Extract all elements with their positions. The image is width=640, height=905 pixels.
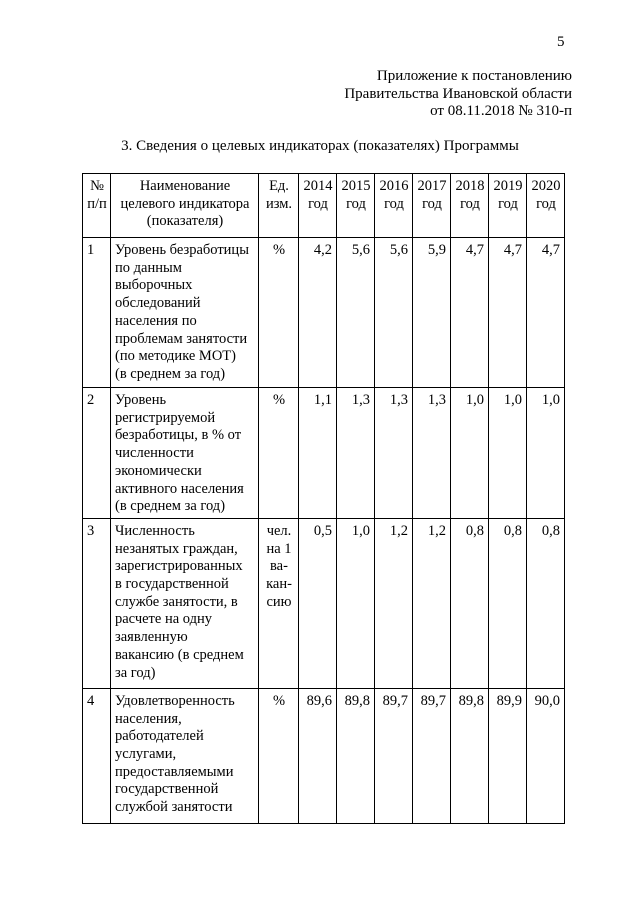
value-cell: 1,0 — [489, 388, 527, 519]
header-year: 2019 год — [489, 174, 527, 238]
value-cell: 0,5 — [299, 518, 337, 688]
value-cell: 89,9 — [489, 688, 527, 823]
table-header-row — [83, 174, 565, 238]
value-cell: 5,6 — [337, 238, 375, 388]
header-year: 2015 год — [337, 174, 375, 238]
approval-header-line: Правительства Ивановской области — [344, 85, 572, 102]
value-cell: 1,3 — [413, 388, 451, 519]
value-cell: 90,0 — [527, 688, 565, 823]
table-row — [83, 688, 565, 823]
row-number: 4 — [83, 688, 111, 823]
approval-header — [344, 68, 572, 121]
row-number: 2 — [83, 388, 111, 519]
unit: % — [259, 388, 299, 519]
value-cell: 1,2 — [375, 518, 413, 688]
header-num: № п/п — [83, 174, 111, 238]
approval-header-line: от 08.11.2018 № 310-п — [430, 103, 572, 119]
value-cell: 89,7 — [375, 688, 413, 823]
indicator-name: Численность незанятых граждан, зарегистрированных в государственной службе занятости, в расчете на одну заявленную вакансию (в среднем за год) — [111, 518, 259, 688]
value-cell: 4,7 — [489, 238, 527, 388]
value-cell: 89,8 — [337, 688, 375, 823]
header-year: 2014 год — [299, 174, 337, 238]
value-cell: 4,7 — [451, 238, 489, 388]
indicator-name: Удовлетворенность населения, работодателей услугами, предоставляемыми государственной службой занятости — [111, 688, 259, 823]
unit: % — [259, 238, 299, 388]
header-year: 2017 год — [413, 174, 451, 238]
value-cell: 1,3 — [337, 388, 375, 519]
header-unit: Ед. изм. — [259, 174, 299, 238]
page-number: 5 — [557, 34, 565, 50]
value-cell: 0,8 — [527, 518, 565, 688]
table-row — [83, 388, 565, 519]
header-year: 2018 год — [451, 174, 489, 238]
indicator-name: Уровень безработицы по данным выборочных обследований населения по проблемам занятости (по методике МОТ) (в среднем за год) — [111, 238, 259, 388]
value-cell: 4,7 — [527, 238, 565, 388]
value-cell: 4,2 — [299, 238, 337, 388]
value-cell: 89,6 — [299, 688, 337, 823]
row-number: 3 — [83, 518, 111, 688]
approval-header-line: Приложение к постановлению — [376, 68, 572, 84]
value-cell: 1,0 — [337, 518, 375, 688]
value-cell: 89,7 — [413, 688, 451, 823]
unit: % — [259, 688, 299, 823]
value-cell: 0,8 — [451, 518, 489, 688]
value-cell: 89,8 — [451, 688, 489, 823]
header-year: 2016 год — [375, 174, 413, 238]
header-year: 2020 год — [527, 174, 565, 238]
value-cell: 1,0 — [451, 388, 489, 519]
value-cell: 1,2 — [413, 518, 451, 688]
unit: чел. на 1 ва- кан- сию — [259, 518, 299, 688]
indicator-name: Уровень регистрируемой безработицы, в % от численности экономически активного населения (в среднем за год) — [111, 388, 259, 519]
value-cell: 1,0 — [527, 388, 565, 519]
document-title: 3. Сведения о целевых индикаторах (показателях) Программы — [121, 138, 519, 154]
header-name: Наименование целевого индикатора (показателя) — [111, 174, 259, 238]
value-cell: 5,9 — [413, 238, 451, 388]
table-row — [83, 518, 565, 688]
value-cell: 5,6 — [375, 238, 413, 388]
indicators-table — [82, 173, 565, 824]
row-number: 1 — [83, 238, 111, 388]
value-cell: 1,1 — [299, 388, 337, 519]
table-row — [83, 238, 565, 388]
value-cell: 0,8 — [489, 518, 527, 688]
value-cell: 1,3 — [375, 388, 413, 519]
